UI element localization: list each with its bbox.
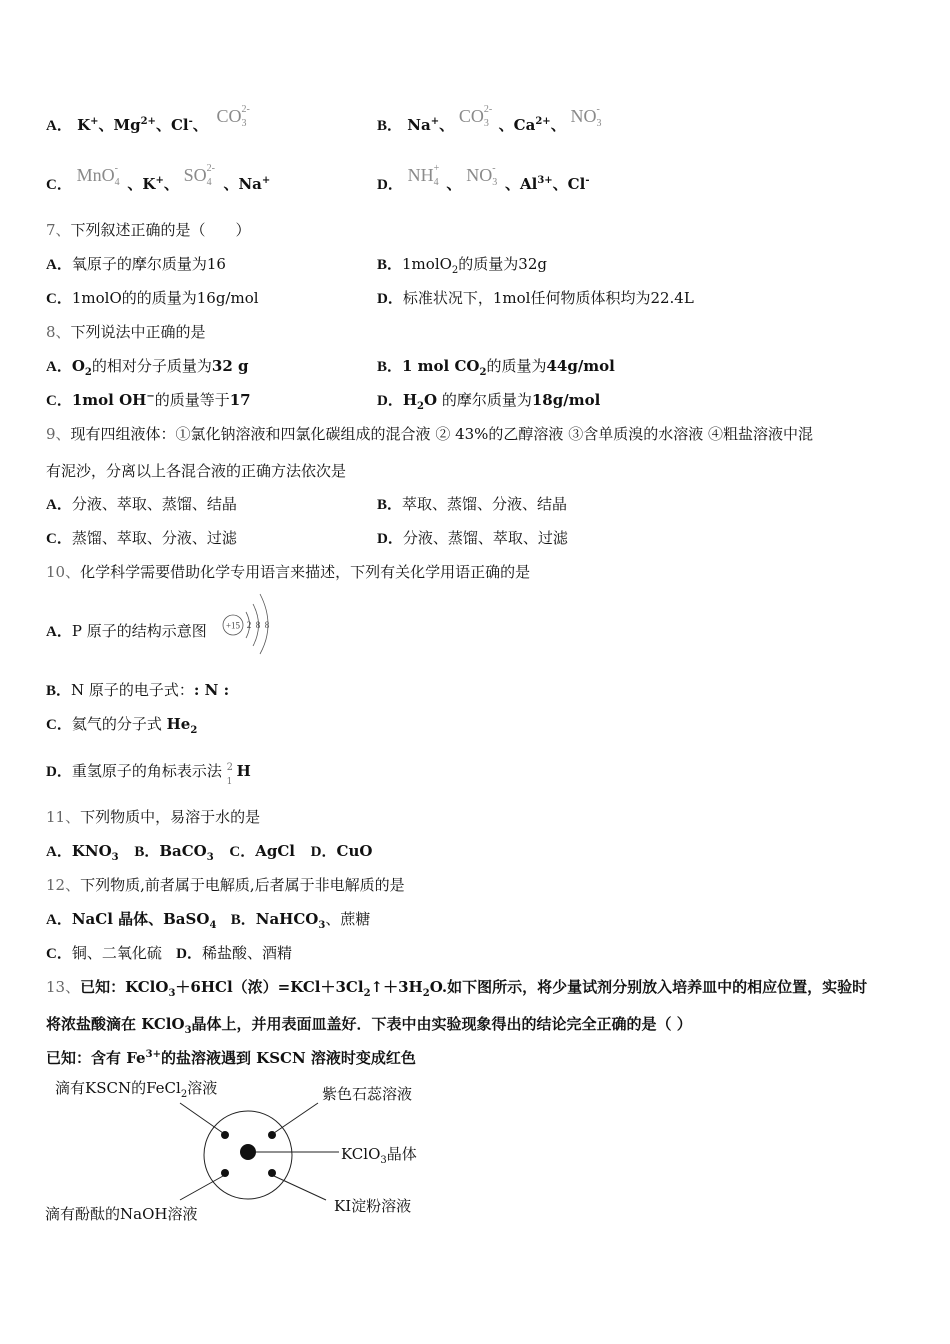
q9-option-b: B．萃取、蒸馏、分液、结晶 bbox=[377, 495, 568, 513]
q10-option-b: B．N 原子的电子式：: N : bbox=[46, 681, 230, 699]
q7-option-d: D．标准状况下，1mol任何物质体积均为22.4L bbox=[377, 289, 694, 307]
carbonate-ion: CO 2- 3 bbox=[216, 104, 250, 129]
label-naoh-phenolphthalein: 滴有酚酞的NaOH溶液 bbox=[45, 1205, 198, 1223]
q9-option-d: D．分液、蒸馏、萃取、过滤 bbox=[377, 529, 568, 547]
q12-options-cd: C．铜、二氧化硫 D．稀盐酸、酒精 bbox=[46, 944, 293, 962]
q6-option-a: A． K+、$Mg^{2+}$、Cl-、 CO 2- 3 bbox=[46, 104, 250, 134]
svg-text:8: 8 bbox=[264, 620, 270, 630]
nitrate-ion: NO - 3 bbox=[466, 163, 498, 188]
svg-text:2: 2 bbox=[246, 620, 252, 630]
q6-option-c: C． MnO - 4 、K+、 SO 2- 4 、Na+ bbox=[46, 163, 271, 193]
q9-stem-line2: 有泥沙，分离以上各混合液的正确方法依次是 bbox=[46, 462, 347, 480]
q10-option-d: D．重氢原子的角标表示法 2 1 H bbox=[46, 762, 251, 787]
permanganate-ion: MnO - 4 bbox=[76, 163, 120, 188]
label-litmus: 紫色石蕊溶液 bbox=[322, 1085, 413, 1103]
q9-option-a: A．分液、萃取、蒸馏、结晶 bbox=[46, 495, 237, 513]
q10-stem: 10、化学科学需要借助化学专用语言来描述，下列有关化学用语正确的是 bbox=[46, 563, 531, 581]
q12-stem: 12、下列物质,前者属于电解质,后者属于非电解质的是 bbox=[46, 876, 405, 894]
q8-option-b: B．1 mol $CO_2$的质量为44g/mol bbox=[377, 357, 615, 378]
q13-stem-line3: 已知：含有 $Fe^{3+}$的盐溶液遇到 KSCN 溶液时变成红色 bbox=[46, 1049, 416, 1067]
carbonate-ion: CO 2- 3 bbox=[458, 104, 493, 129]
q9-option-c: C．蒸馏、萃取、分液、过滤 bbox=[46, 529, 237, 547]
q13-stem-line1: 13、已知：KClO$_3$＋6HCl（浓）$=KCl+3Cl_2↑+3H_2O$.如下图所示，将少量试剂分别放入培养皿中的相应位置，实验时 bbox=[46, 978, 868, 999]
q11-option-a: A．$KNO_3$ bbox=[46, 842, 119, 863]
q8-option-a: A．$O_2$的相对分子质量为32 g bbox=[46, 357, 249, 378]
q12-options-ab: A．NaCl 晶体、BaSO$_4$ B．NaHCO$_3$、蔗糖 bbox=[46, 910, 371, 931]
q11-option-c: C．AgCl bbox=[229, 842, 295, 860]
q11-option-b: B．BaCO$_3$ bbox=[134, 842, 214, 863]
q10-option-c: C．氦气的分子式 $He_2$ bbox=[46, 715, 198, 736]
q7-option-a: A．氧原子的摩尔质量为16 bbox=[46, 255, 226, 273]
q6-option-d: D． NH + 4 、 NO - 3 、$Al^{3+}$、Cl- bbox=[377, 163, 590, 193]
q7-option-b: B．1molO$_2$的质量为32g bbox=[377, 255, 547, 276]
q13-stem-line2: 将浓盐酸滴在 KClO$_3$晶体上，并用表面皿盖好．下表中由实验现象得出的结论完全正确的是（ ） bbox=[46, 1015, 692, 1036]
label-ki-starch: KI淀粉溶液 bbox=[334, 1197, 412, 1215]
q6-option-b: B． Na+、 CO 2- 3 、$Ca^{2+}$、 NO - 3 bbox=[377, 104, 602, 134]
q8-stem: 8、下列说法中正确的是 bbox=[46, 323, 206, 341]
svg-text:8: 8 bbox=[255, 620, 261, 630]
nitrate-ion: NO - 3 bbox=[570, 104, 602, 129]
ammonium-ion: NH + 4 bbox=[407, 163, 440, 188]
svg-text:+15: +15 bbox=[225, 620, 241, 631]
sulfate-ion: SO 2- 4 bbox=[183, 163, 216, 188]
q11-stem: 11、下列物质中，易溶于水的是 bbox=[46, 808, 261, 826]
label-kclo3-crystal: KClO$_3$晶体 bbox=[341, 1145, 417, 1166]
q8-option-d: D．$H_2O$ 的摩尔质量为18g/mol bbox=[377, 391, 601, 412]
q9-stem-line1: 9、现有四组液体：①氯化钠溶液和四氯化碳组成的混合液 ② 43%的乙醇溶液 ③含单质溴的水溶液 ④粗盐溶液中混 bbox=[46, 425, 813, 443]
q7-option-c: C．1molO的的质量为16g/mol bbox=[46, 289, 259, 307]
q10-option-a: A．P 原子的结构示意图 bbox=[46, 622, 207, 640]
label-fecl2-kscn: 滴有KSCN的FeCl$_2$溶液 bbox=[55, 1079, 218, 1100]
q11-option-d: D．CuO bbox=[310, 842, 373, 860]
q8-option-c: C．1mol OH−的质量等于17 bbox=[46, 391, 251, 409]
q7-stem: 7、下列叙述正确的是（ ） bbox=[46, 221, 251, 239]
